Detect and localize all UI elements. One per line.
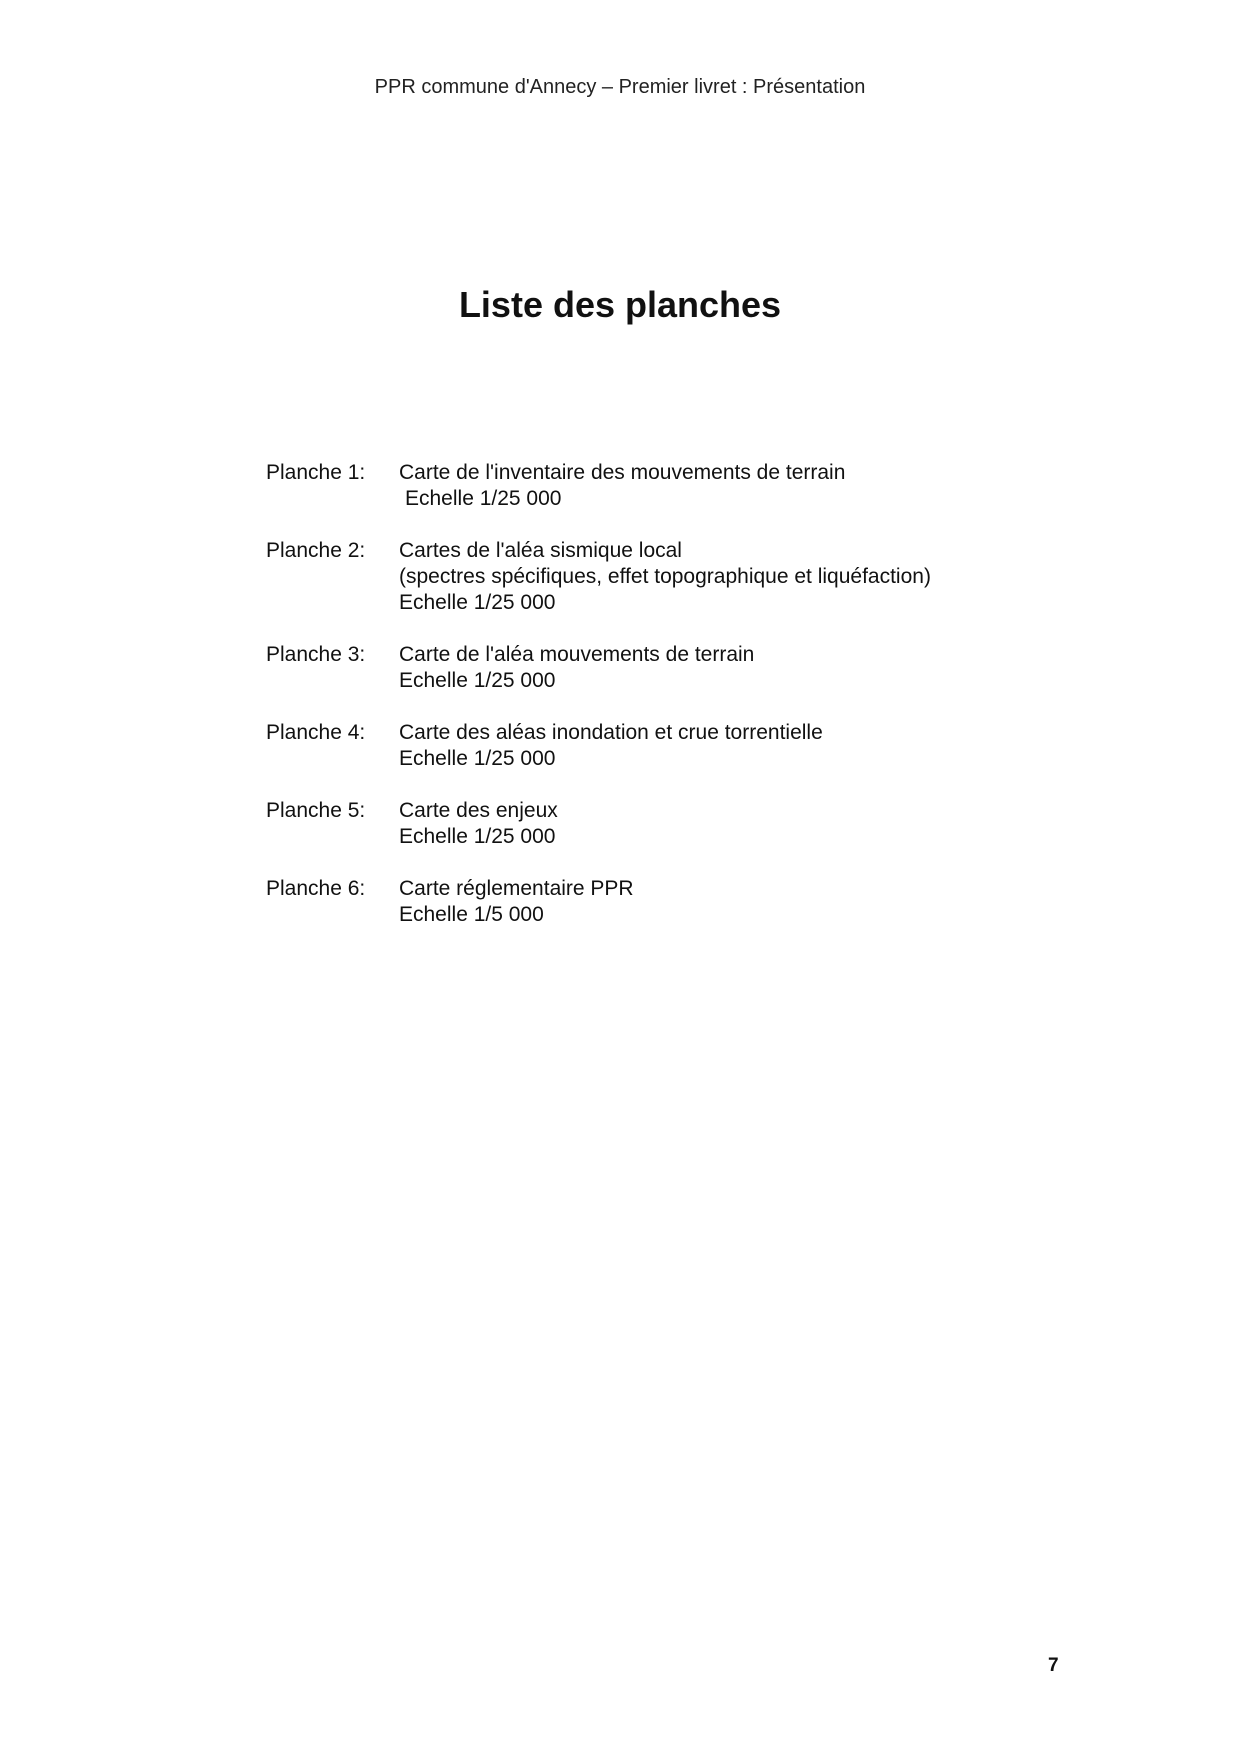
plate-description [399, 538, 931, 616]
plate-title: Carte de l'inventaire des mouvements de terrain [399, 461, 846, 484]
plate-label: Planche 4: [266, 721, 366, 744]
plate-description [399, 798, 558, 850]
plate-title: Cartes de l'aléa sismique local [399, 539, 682, 562]
plate-entry [266, 460, 1026, 512]
plate-scale: Echelle 1/25 000 [399, 747, 556, 770]
plate-scale: Echelle 1/25 000 [399, 825, 556, 848]
running-header: PPR commune d'Annecy – Premier livret : Présentation [374, 76, 866, 98]
plate-description [399, 876, 634, 928]
plate-title: Carte réglementaire PPR [399, 877, 634, 900]
plate-entry [266, 720, 1026, 772]
plate-entry [266, 876, 1026, 928]
plate-label: Planche 2: [266, 539, 366, 562]
plate-label: Planche 5: [266, 799, 366, 822]
plate-label: Planche 1: [266, 461, 366, 484]
plate-subtitle: (spectres spécifiques, effet topographique et liquéfaction) [399, 565, 931, 588]
plate-entry [266, 642, 1026, 694]
plate-label: Planche 3: [266, 643, 366, 666]
plate-title: Carte de l'aléa mouvements de terrain [399, 643, 755, 666]
plate-scale: Echelle 1/5 000 [399, 903, 544, 926]
plate-scale: Echelle 1/25 000 [405, 487, 562, 510]
plate-entry [266, 538, 1026, 616]
plate-label: Planche 6: [266, 877, 366, 900]
plate-scale: Echelle 1/25 000 [399, 591, 556, 614]
page-number: 7 [1048, 1655, 1059, 1676]
plates-list [266, 460, 1026, 954]
plate-title: Carte des aléas inondation et crue torrentielle [399, 721, 823, 744]
plate-entry [266, 798, 1026, 850]
plate-description [399, 720, 823, 772]
page-title: Liste des planches [458, 284, 782, 325]
plate-scale: Echelle 1/25 000 [399, 669, 556, 692]
plate-description [399, 642, 754, 694]
plate-title: Carte des enjeux [399, 799, 558, 822]
plate-description [399, 460, 845, 512]
